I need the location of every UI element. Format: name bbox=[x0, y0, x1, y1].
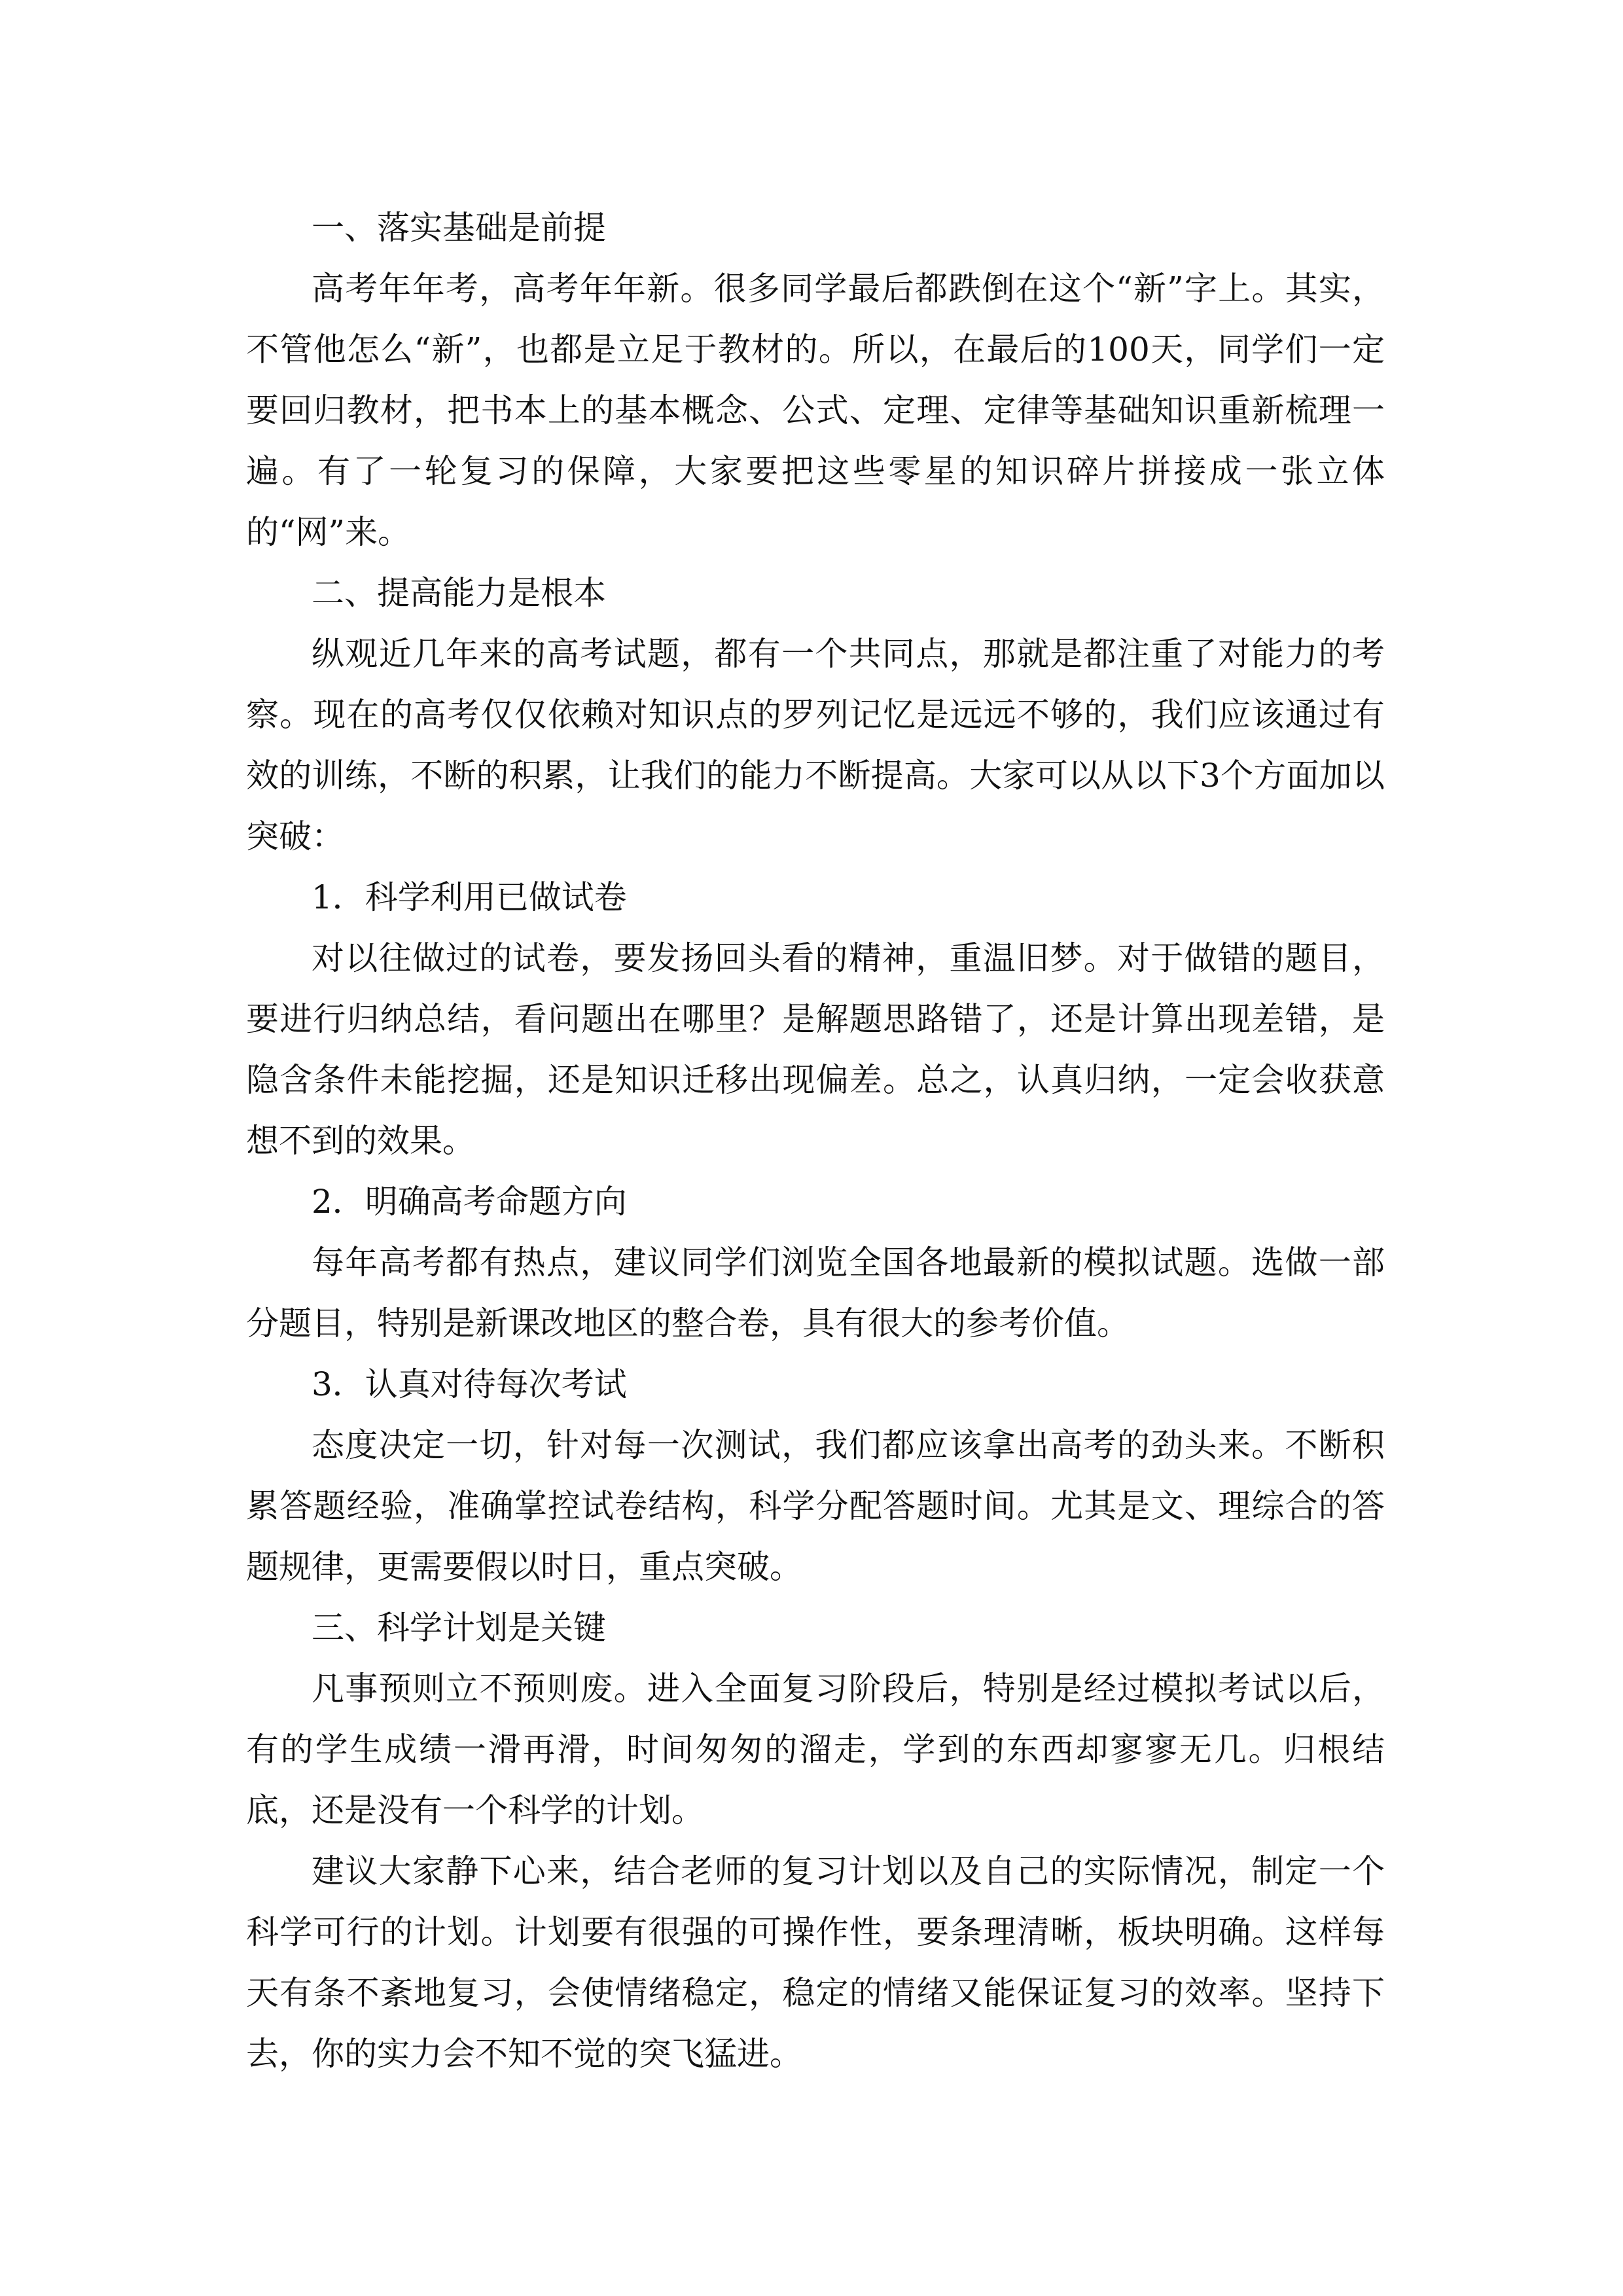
subheading-3: 3．认真对待每次考试 bbox=[312, 1365, 627, 1403]
body-paragraph: 高考年年考，高考年年新。很多同学最后都跌倒在这个“新”字上。其实，不管他怎么“新”，也都是立足于教材的。所以，在最后的100天，同学们一定要回归教材，把书本上的基本概念、公式、定理、定律等基础知识重新梳理一遍。有了一轮复习的保障，大家要把这些零星的知识碎片拼接成一张立体的“网”来。 bbox=[246, 270, 1385, 551]
body-paragraph: 态度决定一切，针对每一次测试，我们都应该拿出高考的劲头来。不断积累答题经验，准确掌控试卷结构，科学分配答题时间。尤其是文、理综合的答题规律，更需要假以时日，重点突破。 bbox=[246, 1426, 1385, 1586]
body-paragraph: 对以往做过的试卷，要发扬回头看的精神，重温旧梦。对于做错的题目，要进行归纳总结，看问题出在哪里？是解题思路错了，还是计算出现差错，是隐含条件未能挖掘，还是知识迁移出现偏差。总之，认真归纳，一定会收获意想不到的效果。 bbox=[246, 939, 1385, 1160]
subheading-2: 2．明确高考命题方向 bbox=[312, 1183, 627, 1221]
body-paragraph: 建议大家静下心来，结合老师的复习计划以及自己的实际情况，制定一个科学可行的计划。计划要有很强的可操作性，要条理清晰，板块明确。这样每天有条不紊地复习，会使情绪稳定，稳定的情绪又能保证复习的效率。坚持下去，你的实力会不知不觉的突飞猛进。 bbox=[246, 1852, 1385, 2073]
document-page bbox=[246, 198, 1385, 2085]
body-paragraph: 凡事预则立不预则废。进入全面复习阶段后，特别是经过模拟考试以后，有的学生成绩一滑再滑，时间匆匆的溜走，学到的东西却寥寥无几。归根结底，还是没有一个科学的计划。 bbox=[246, 1670, 1385, 1829]
body-paragraph: 纵观近几年来的高考试题，都有一个共同点，那就是都注重了对能力的考察。现在的高考仅仅依赖对知识点的罗列记忆是远远不够的，我们应该通过有效的训练，不断的积累，让我们的能力不断提高。大家可以从以下3个方面加以突破： bbox=[246, 635, 1385, 855]
section-heading-2: 二、提高能力是根本 bbox=[312, 574, 606, 612]
section-heading-1: 一、落实基础是前提 bbox=[312, 209, 606, 247]
body-paragraph: 每年高考都有热点，建议同学们浏览全国各地最新的模拟试题。选做一部分题目，特别是新课改地区的整合卷，具有很大的参考价值。 bbox=[246, 1244, 1385, 1342]
section-heading-3: 三、科学计划是关键 bbox=[312, 1609, 606, 1647]
subheading-1: 1．科学利用已做试卷 bbox=[312, 878, 627, 916]
